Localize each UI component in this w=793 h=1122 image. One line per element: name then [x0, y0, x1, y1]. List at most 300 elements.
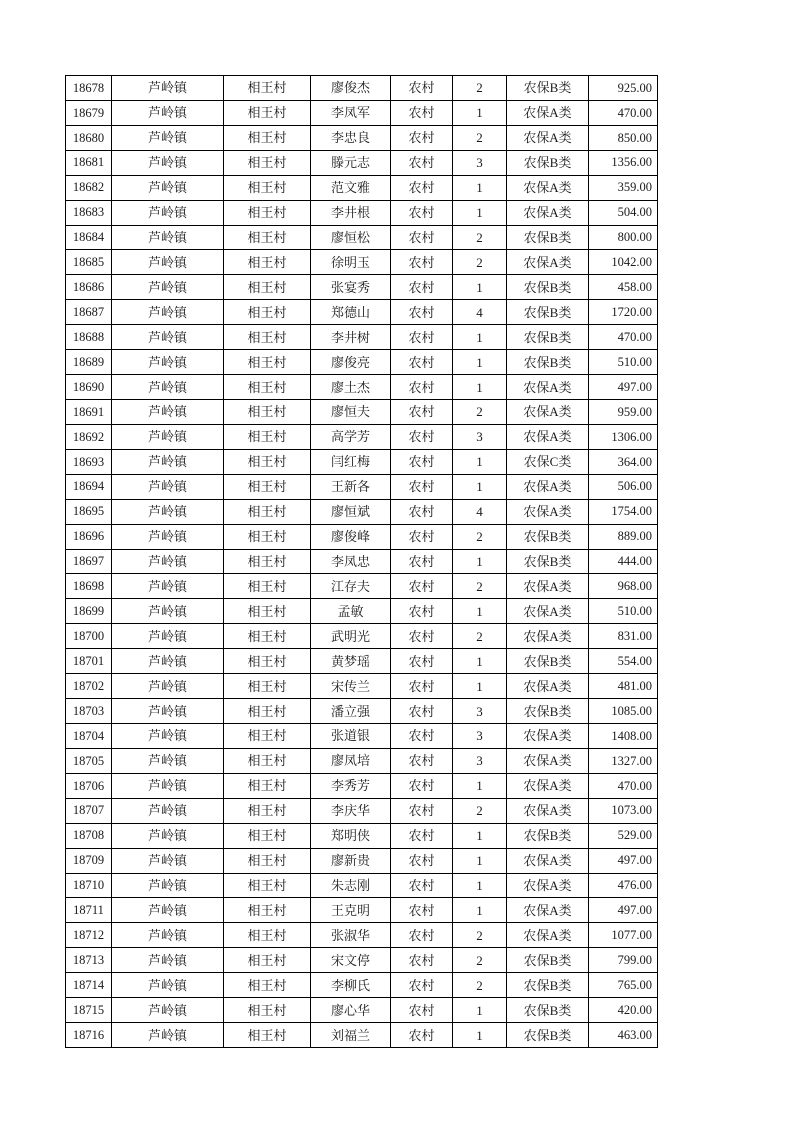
cell-amount: 850.00 [589, 125, 658, 150]
table-row [66, 399, 658, 424]
cell-village: 相王村 [224, 649, 311, 674]
cell-village: 相王村 [224, 674, 311, 699]
cell-village: 相王村 [224, 449, 311, 474]
cell-household-type: 农村 [391, 674, 453, 699]
cell-person-name: 李凤军 [311, 100, 391, 125]
cell-town: 芦岭镇 [112, 474, 224, 499]
cell-person-name: 李凤忠 [311, 549, 391, 574]
cell-amount: 1327.00 [589, 748, 658, 773]
cell-amount: 481.00 [589, 674, 658, 699]
cell-person-name: 张道银 [311, 723, 391, 748]
cell-village: 相王村 [224, 1023, 311, 1048]
cell-record-id: 18715 [66, 998, 112, 1023]
cell-household-type: 农村 [391, 375, 453, 400]
cell-town: 芦岭镇 [112, 275, 224, 300]
cell-person-name: 廖土杰 [311, 375, 391, 400]
cell-town: 芦岭镇 [112, 449, 224, 474]
cell-record-id: 18684 [66, 225, 112, 250]
cell-person-count: 3 [453, 699, 507, 724]
cell-amount: 420.00 [589, 998, 658, 1023]
cell-town: 芦岭镇 [112, 948, 224, 973]
cell-record-id: 18706 [66, 773, 112, 798]
cell-town: 芦岭镇 [112, 773, 224, 798]
cell-insurance-category: 农保A类 [507, 748, 589, 773]
cell-insurance-category: 农保A类 [507, 375, 589, 400]
cell-person-count: 1 [453, 325, 507, 350]
cell-person-count: 4 [453, 499, 507, 524]
cell-town: 芦岭镇 [112, 250, 224, 275]
cell-record-id: 18693 [66, 449, 112, 474]
cell-person-name: 宋文停 [311, 948, 391, 973]
cell-person-count: 3 [453, 723, 507, 748]
cell-person-count: 1 [453, 599, 507, 624]
cell-insurance-category: 农保B类 [507, 275, 589, 300]
cell-insurance-category: 农保B类 [507, 998, 589, 1023]
cell-household-type: 农村 [391, 599, 453, 624]
cell-person-count: 2 [453, 574, 507, 599]
table-row [66, 76, 658, 101]
cell-amount: 799.00 [589, 948, 658, 973]
cell-record-id: 18712 [66, 923, 112, 948]
cell-insurance-category: 农保B类 [507, 350, 589, 375]
cell-insurance-category: 农保A类 [507, 424, 589, 449]
cell-amount: 470.00 [589, 325, 658, 350]
cell-record-id: 18702 [66, 674, 112, 699]
cell-record-id: 18689 [66, 350, 112, 375]
cell-person-name: 高学芳 [311, 424, 391, 449]
table-row [66, 424, 658, 449]
table-row [66, 649, 658, 674]
cell-insurance-category: 农保A类 [507, 674, 589, 699]
cell-person-count: 3 [453, 150, 507, 175]
table-row [66, 175, 658, 200]
cell-household-type: 农村 [391, 649, 453, 674]
cell-amount: 359.00 [589, 175, 658, 200]
cell-person-count: 1 [453, 350, 507, 375]
cell-town: 芦岭镇 [112, 748, 224, 773]
table-row [66, 848, 658, 873]
cell-amount: 497.00 [589, 848, 658, 873]
cell-person-count: 1 [453, 823, 507, 848]
cell-insurance-category: 农保A类 [507, 499, 589, 524]
cell-amount: 364.00 [589, 449, 658, 474]
cell-amount: 1754.00 [589, 499, 658, 524]
cell-person-name: 李秀芳 [311, 773, 391, 798]
cell-village: 相王村 [224, 350, 311, 375]
cell-person-name: 潘立强 [311, 699, 391, 724]
cell-town: 芦岭镇 [112, 76, 224, 101]
cell-village: 相王村 [224, 76, 311, 101]
cell-person-name: 闫红梅 [311, 449, 391, 474]
cell-person-count: 2 [453, 524, 507, 549]
cell-person-count: 1 [453, 773, 507, 798]
cell-insurance-category: 农保B类 [507, 649, 589, 674]
cell-amount: 831.00 [589, 624, 658, 649]
cell-household-type: 农村 [391, 125, 453, 150]
cell-record-id: 18690 [66, 375, 112, 400]
cell-town: 芦岭镇 [112, 375, 224, 400]
cell-person-name: 范文雅 [311, 175, 391, 200]
table-row [66, 100, 658, 125]
cell-person-name: 武明光 [311, 624, 391, 649]
cell-amount: 1073.00 [589, 798, 658, 823]
cell-insurance-category: 农保A类 [507, 898, 589, 923]
cell-insurance-category: 农保B类 [507, 699, 589, 724]
table-row [66, 499, 658, 524]
cell-insurance-category: 农保B类 [507, 973, 589, 998]
cell-record-id: 18679 [66, 100, 112, 125]
cell-amount: 968.00 [589, 574, 658, 599]
cell-person-name: 廖恒斌 [311, 499, 391, 524]
cell-insurance-category: 农保C类 [507, 449, 589, 474]
cell-insurance-category: 农保A类 [507, 250, 589, 275]
cell-town: 芦岭镇 [112, 350, 224, 375]
cell-town: 芦岭镇 [112, 998, 224, 1023]
cell-record-id: 18687 [66, 300, 112, 325]
cell-town: 芦岭镇 [112, 524, 224, 549]
cell-village: 相王村 [224, 375, 311, 400]
cell-person-count: 2 [453, 225, 507, 250]
cell-amount: 497.00 [589, 375, 658, 400]
cell-town: 芦岭镇 [112, 599, 224, 624]
cell-person-name: 朱志刚 [311, 873, 391, 898]
cell-record-id: 18682 [66, 175, 112, 200]
cell-amount: 1356.00 [589, 150, 658, 175]
cell-village: 相王村 [224, 898, 311, 923]
cell-household-type: 农村 [391, 424, 453, 449]
cell-person-count: 2 [453, 948, 507, 973]
cell-amount: 925.00 [589, 76, 658, 101]
cell-village: 相王村 [224, 474, 311, 499]
cell-record-id: 18701 [66, 649, 112, 674]
table-row [66, 1023, 658, 1048]
table-row [66, 250, 658, 275]
cell-insurance-category: 农保A类 [507, 798, 589, 823]
table-row [66, 823, 658, 848]
cell-village: 相王村 [224, 225, 311, 250]
cell-person-name: 孟敏 [311, 599, 391, 624]
cell-insurance-category: 农保A类 [507, 474, 589, 499]
cell-person-name: 廖俊杰 [311, 76, 391, 101]
cell-record-id: 18698 [66, 574, 112, 599]
cell-household-type: 农村 [391, 873, 453, 898]
cell-record-id: 18708 [66, 823, 112, 848]
cell-village: 相王村 [224, 723, 311, 748]
cell-record-id: 18703 [66, 699, 112, 724]
cell-village: 相王村 [224, 624, 311, 649]
cell-household-type: 农村 [391, 798, 453, 823]
table-row [66, 325, 658, 350]
cell-household-type: 农村 [391, 748, 453, 773]
table-row [66, 599, 658, 624]
cell-amount: 529.00 [589, 823, 658, 848]
cell-amount: 463.00 [589, 1023, 658, 1048]
cell-village: 相王村 [224, 798, 311, 823]
cell-town: 芦岭镇 [112, 424, 224, 449]
cell-insurance-category: 农保A类 [507, 873, 589, 898]
cell-person-count: 2 [453, 76, 507, 101]
cell-person-count: 1 [453, 873, 507, 898]
cell-town: 芦岭镇 [112, 649, 224, 674]
cell-person-name: 徐明玉 [311, 250, 391, 275]
cell-record-id: 18692 [66, 424, 112, 449]
cell-record-id: 18694 [66, 474, 112, 499]
cell-person-name: 江存夫 [311, 574, 391, 599]
table-row [66, 524, 658, 549]
cell-household-type: 农村 [391, 250, 453, 275]
cell-household-type: 农村 [391, 723, 453, 748]
cell-person-count: 2 [453, 624, 507, 649]
cell-insurance-category: 农保A类 [507, 923, 589, 948]
cell-record-id: 18688 [66, 325, 112, 350]
cell-insurance-category: 农保B类 [507, 325, 589, 350]
cell-village: 相王村 [224, 748, 311, 773]
cell-town: 芦岭镇 [112, 898, 224, 923]
welfare-roster-table [65, 75, 658, 1048]
table-row [66, 898, 658, 923]
cell-record-id: 18681 [66, 150, 112, 175]
cell-amount: 504.00 [589, 200, 658, 225]
table-row [66, 674, 658, 699]
cell-household-type: 农村 [391, 699, 453, 724]
cell-amount: 510.00 [589, 350, 658, 375]
cell-person-count: 1 [453, 474, 507, 499]
cell-town: 芦岭镇 [112, 200, 224, 225]
cell-town: 芦岭镇 [112, 674, 224, 699]
cell-person-count: 1 [453, 898, 507, 923]
cell-village: 相王村 [224, 200, 311, 225]
cell-household-type: 农村 [391, 300, 453, 325]
cell-insurance-category: 农保A类 [507, 200, 589, 225]
cell-household-type: 农村 [391, 948, 453, 973]
cell-insurance-category: 农保A类 [507, 100, 589, 125]
cell-person-count: 2 [453, 798, 507, 823]
table-row [66, 125, 658, 150]
table-body [66, 76, 658, 1048]
cell-person-count: 1 [453, 549, 507, 574]
cell-insurance-category: 农保A类 [507, 574, 589, 599]
cell-town: 芦岭镇 [112, 125, 224, 150]
cell-household-type: 农村 [391, 549, 453, 574]
cell-household-type: 农村 [391, 175, 453, 200]
cell-person-name: 李井根 [311, 200, 391, 225]
cell-person-name: 郑明侠 [311, 823, 391, 848]
cell-person-name: 张淑华 [311, 923, 391, 948]
cell-person-count: 3 [453, 424, 507, 449]
cell-amount: 1306.00 [589, 424, 658, 449]
cell-person-count: 1 [453, 375, 507, 400]
cell-town: 芦岭镇 [112, 175, 224, 200]
cell-town: 芦岭镇 [112, 798, 224, 823]
cell-insurance-category: 农保A类 [507, 848, 589, 873]
cell-person-count: 2 [453, 973, 507, 998]
table-row [66, 350, 658, 375]
cell-household-type: 农村 [391, 773, 453, 798]
cell-record-id: 18697 [66, 549, 112, 574]
cell-amount: 959.00 [589, 399, 658, 424]
cell-village: 相王村 [224, 524, 311, 549]
cell-person-name: 黄梦瑶 [311, 649, 391, 674]
cell-town: 芦岭镇 [112, 499, 224, 524]
cell-amount: 1077.00 [589, 923, 658, 948]
cell-person-name: 滕元志 [311, 150, 391, 175]
cell-town: 芦岭镇 [112, 549, 224, 574]
cell-village: 相王村 [224, 150, 311, 175]
cell-person-name: 李井树 [311, 325, 391, 350]
table-row [66, 723, 658, 748]
cell-record-id: 18707 [66, 798, 112, 823]
table-row [66, 973, 658, 998]
cell-record-id: 18678 [66, 76, 112, 101]
cell-record-id: 18696 [66, 524, 112, 549]
cell-insurance-category: 农保A类 [507, 125, 589, 150]
cell-household-type: 农村 [391, 524, 453, 549]
cell-person-name: 李柳氏 [311, 973, 391, 998]
cell-record-id: 18711 [66, 898, 112, 923]
cell-person-name: 宋传兰 [311, 674, 391, 699]
cell-insurance-category: 农保A类 [507, 624, 589, 649]
cell-person-count: 1 [453, 200, 507, 225]
cell-record-id: 18699 [66, 599, 112, 624]
cell-record-id: 18716 [66, 1023, 112, 1048]
table-row [66, 574, 658, 599]
cell-village: 相王村 [224, 873, 311, 898]
cell-town: 芦岭镇 [112, 1023, 224, 1048]
cell-village: 相王村 [224, 399, 311, 424]
cell-village: 相王村 [224, 125, 311, 150]
table-row [66, 798, 658, 823]
cell-person-count: 1 [453, 674, 507, 699]
cell-record-id: 18683 [66, 200, 112, 225]
cell-town: 芦岭镇 [112, 300, 224, 325]
cell-household-type: 农村 [391, 350, 453, 375]
table-row [66, 748, 658, 773]
cell-household-type: 农村 [391, 225, 453, 250]
cell-household-type: 农村 [391, 923, 453, 948]
cell-person-name: 张宴秀 [311, 275, 391, 300]
cell-household-type: 农村 [391, 449, 453, 474]
cell-person-count: 2 [453, 399, 507, 424]
cell-village: 相王村 [224, 300, 311, 325]
cell-insurance-category: 农保A类 [507, 723, 589, 748]
cell-insurance-category: 农保B类 [507, 823, 589, 848]
cell-insurance-category: 农保B类 [507, 1023, 589, 1048]
cell-person-count: 1 [453, 275, 507, 300]
cell-household-type: 农村 [391, 998, 453, 1023]
cell-household-type: 农村 [391, 973, 453, 998]
cell-household-type: 农村 [391, 848, 453, 873]
cell-person-name: 王新各 [311, 474, 391, 499]
cell-person-count: 2 [453, 923, 507, 948]
cell-record-id: 18691 [66, 399, 112, 424]
cell-insurance-category: 农保A类 [507, 399, 589, 424]
cell-person-name: 李庆华 [311, 798, 391, 823]
cell-amount: 1408.00 [589, 723, 658, 748]
cell-amount: 510.00 [589, 599, 658, 624]
cell-record-id: 18713 [66, 948, 112, 973]
cell-person-name: 郑德山 [311, 300, 391, 325]
cell-person-count: 1 [453, 998, 507, 1023]
cell-record-id: 18686 [66, 275, 112, 300]
table-row [66, 200, 658, 225]
cell-town: 芦岭镇 [112, 848, 224, 873]
cell-person-count: 1 [453, 848, 507, 873]
cell-household-type: 农村 [391, 100, 453, 125]
cell-record-id: 18695 [66, 499, 112, 524]
cell-person-name: 廖恒松 [311, 225, 391, 250]
table-row [66, 549, 658, 574]
table-row [66, 873, 658, 898]
cell-person-name: 李忠良 [311, 125, 391, 150]
cell-household-type: 农村 [391, 898, 453, 923]
cell-insurance-category: 农保B类 [507, 150, 589, 175]
cell-amount: 458.00 [589, 275, 658, 300]
cell-amount: 497.00 [589, 898, 658, 923]
cell-town: 芦岭镇 [112, 574, 224, 599]
table-row [66, 449, 658, 474]
table-row [66, 150, 658, 175]
cell-village: 相王村 [224, 499, 311, 524]
cell-household-type: 农村 [391, 823, 453, 848]
cell-person-count: 1 [453, 1023, 507, 1048]
cell-household-type: 农村 [391, 200, 453, 225]
cell-village: 相王村 [224, 773, 311, 798]
cell-record-id: 18714 [66, 973, 112, 998]
cell-village: 相王村 [224, 549, 311, 574]
cell-insurance-category: 农保B类 [507, 524, 589, 549]
cell-record-id: 18710 [66, 873, 112, 898]
cell-insurance-category: 农保A类 [507, 599, 589, 624]
cell-insurance-category: 农保B类 [507, 225, 589, 250]
cell-person-count: 4 [453, 300, 507, 325]
table-row [66, 624, 658, 649]
cell-town: 芦岭镇 [112, 100, 224, 125]
cell-person-count: 3 [453, 748, 507, 773]
cell-household-type: 农村 [391, 574, 453, 599]
cell-insurance-category: 农保B类 [507, 300, 589, 325]
cell-person-name: 王克明 [311, 898, 391, 923]
cell-village: 相王村 [224, 923, 311, 948]
cell-village: 相王村 [224, 424, 311, 449]
cell-town: 芦岭镇 [112, 873, 224, 898]
cell-town: 芦岭镇 [112, 973, 224, 998]
cell-amount: 765.00 [589, 973, 658, 998]
cell-village: 相王村 [224, 275, 311, 300]
cell-person-name: 廖凤培 [311, 748, 391, 773]
table-row [66, 773, 658, 798]
cell-village: 相王村 [224, 973, 311, 998]
cell-record-id: 18704 [66, 723, 112, 748]
cell-village: 相王村 [224, 848, 311, 873]
cell-person-name: 廖俊峰 [311, 524, 391, 549]
cell-record-id: 18709 [66, 848, 112, 873]
cell-village: 相王村 [224, 250, 311, 275]
cell-amount: 470.00 [589, 100, 658, 125]
cell-person-name: 刘福兰 [311, 1023, 391, 1048]
table-row [66, 699, 658, 724]
cell-amount: 476.00 [589, 873, 658, 898]
cell-village: 相王村 [224, 100, 311, 125]
cell-amount: 554.00 [589, 649, 658, 674]
cell-record-id: 18685 [66, 250, 112, 275]
cell-amount: 506.00 [589, 474, 658, 499]
cell-amount: 1042.00 [589, 250, 658, 275]
table-row [66, 474, 658, 499]
table-row [66, 375, 658, 400]
cell-person-name: 廖俊亮 [311, 350, 391, 375]
cell-person-count: 1 [453, 175, 507, 200]
cell-household-type: 农村 [391, 399, 453, 424]
